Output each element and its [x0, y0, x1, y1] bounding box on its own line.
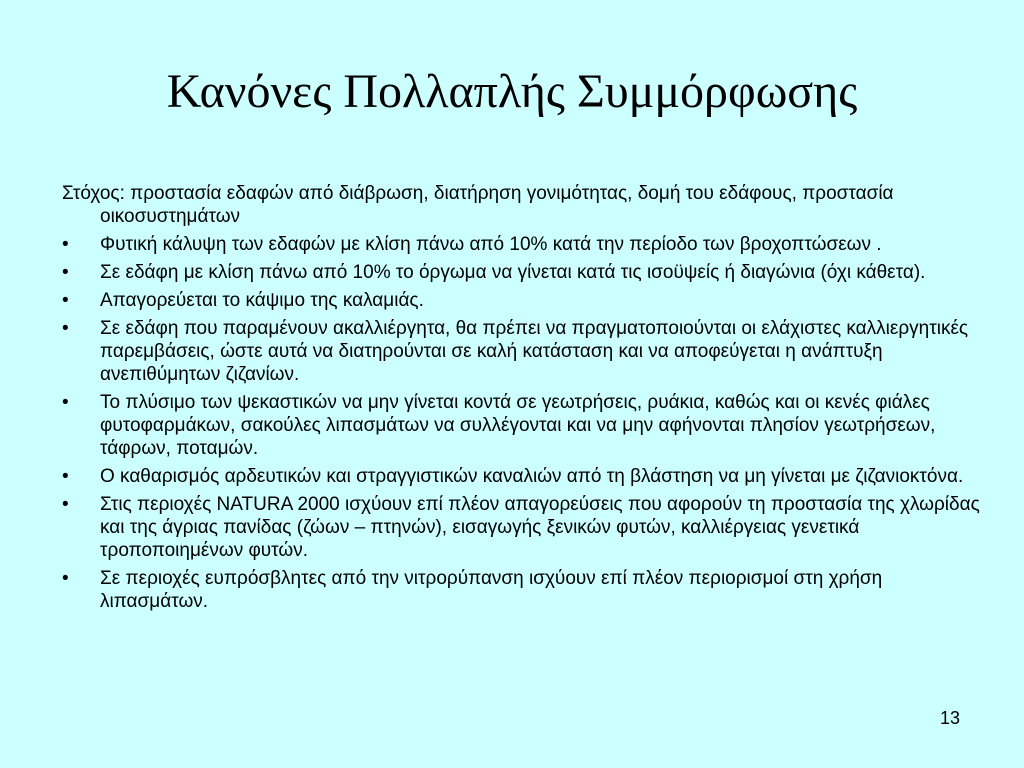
- slide-title: Κανόνες Πολλαπλής Συμμόρφωσης: [166, 65, 858, 118]
- bullet-text: Σε εδάφη που παραμένουν ακαλλιέργητα, θα πρέπει να πραγματοποιούνται οι ελάχιστες καλλιεργητικές παρεμβάσεις, ώστε αυτά να διατηρούνται σε καλή κατάσταση και να αποφεύγεται η ανάπτυξη ανεπιθύμητων ζιζανίων.: [100, 318, 969, 385]
- bullet-item: [62, 233, 982, 256]
- bullet-icon: •: [62, 494, 69, 515]
- bullet-item: [62, 391, 982, 460]
- bullet-text: Ο καθαρισμός αρδευτικών και στραγγιστικών καναλιών από τη βλάστηση να μη γίνεται με ζιζανιοκτόνα.: [100, 466, 964, 487]
- bullet-icon: •: [62, 392, 69, 413]
- bullet-icon: •: [62, 290, 69, 311]
- bullet-icon: •: [62, 466, 69, 487]
- bullet-icon: •: [62, 568, 69, 589]
- bullet-text: Απαγορεύεται το κάψιμο της καλαμιάς.: [100, 290, 424, 311]
- bullet-text: Σε εδάφη με κλίση πάνω από 10% το όργωμα να γίνεται κατά τις ισοϋψείς ή διαγώνια (όχι κάθετα).: [100, 262, 926, 283]
- bullet-item: [62, 289, 982, 312]
- bullet-icon: •: [62, 262, 69, 283]
- bullet-text: Σε περιοχές ευπρόσβλητες από την νιτρορύπανση ισχύουν επί πλέον περιορισμοί στη χρήση λιπασμάτων.: [100, 568, 883, 612]
- bullet-text: Φυτική κάλυψη των εδαφών με κλίση πάνω από 10% κατά την περίοδο των βροχοπτώσεων .: [100, 234, 882, 255]
- bullet-icon: •: [62, 234, 69, 255]
- bullet-item: [62, 317, 982, 386]
- bullet-text: Στις περιοχές NATURA 2000 ισχύουν επί πλέον απαγορεύσεις που αφορούν τη προστασία της χλωρίδας και της άγριας πανίδας (ζώων – πτηνών), εισαγωγής ξενικών φυτών, καλλιέργειας γενετικά τροποποιημένων φυτών.: [100, 494, 980, 561]
- goal-paragraph: Στόχος: προστασία εδαφών από διάβρωση, διατήρηση γονιμότητας, δομή του εδάφους, προστασία οικοσυστημάτων: [62, 183, 894, 227]
- bullet-item: [62, 465, 982, 488]
- slide-body: [62, 182, 982, 618]
- bullet-item: [62, 493, 982, 562]
- page-number: 13: [940, 708, 961, 728]
- bullet-text: Το πλύσιμο των ψεκαστικών να μην γίνεται κοντά σε γεωτρήσεις, ρυάκια, καθώς και οι κενές φιάλες φυτοφαρμάκων, σακούλες λιπασμάτων να συλλέγονται και να μην αφήνονται πλησίον γεωτρήσεων, τάφρων, ποταμών.: [100, 392, 936, 459]
- bullet-item: [62, 261, 982, 284]
- bullet-icon: •: [62, 318, 69, 339]
- bullet-list: [62, 233, 982, 613]
- bullet-item: [62, 567, 982, 613]
